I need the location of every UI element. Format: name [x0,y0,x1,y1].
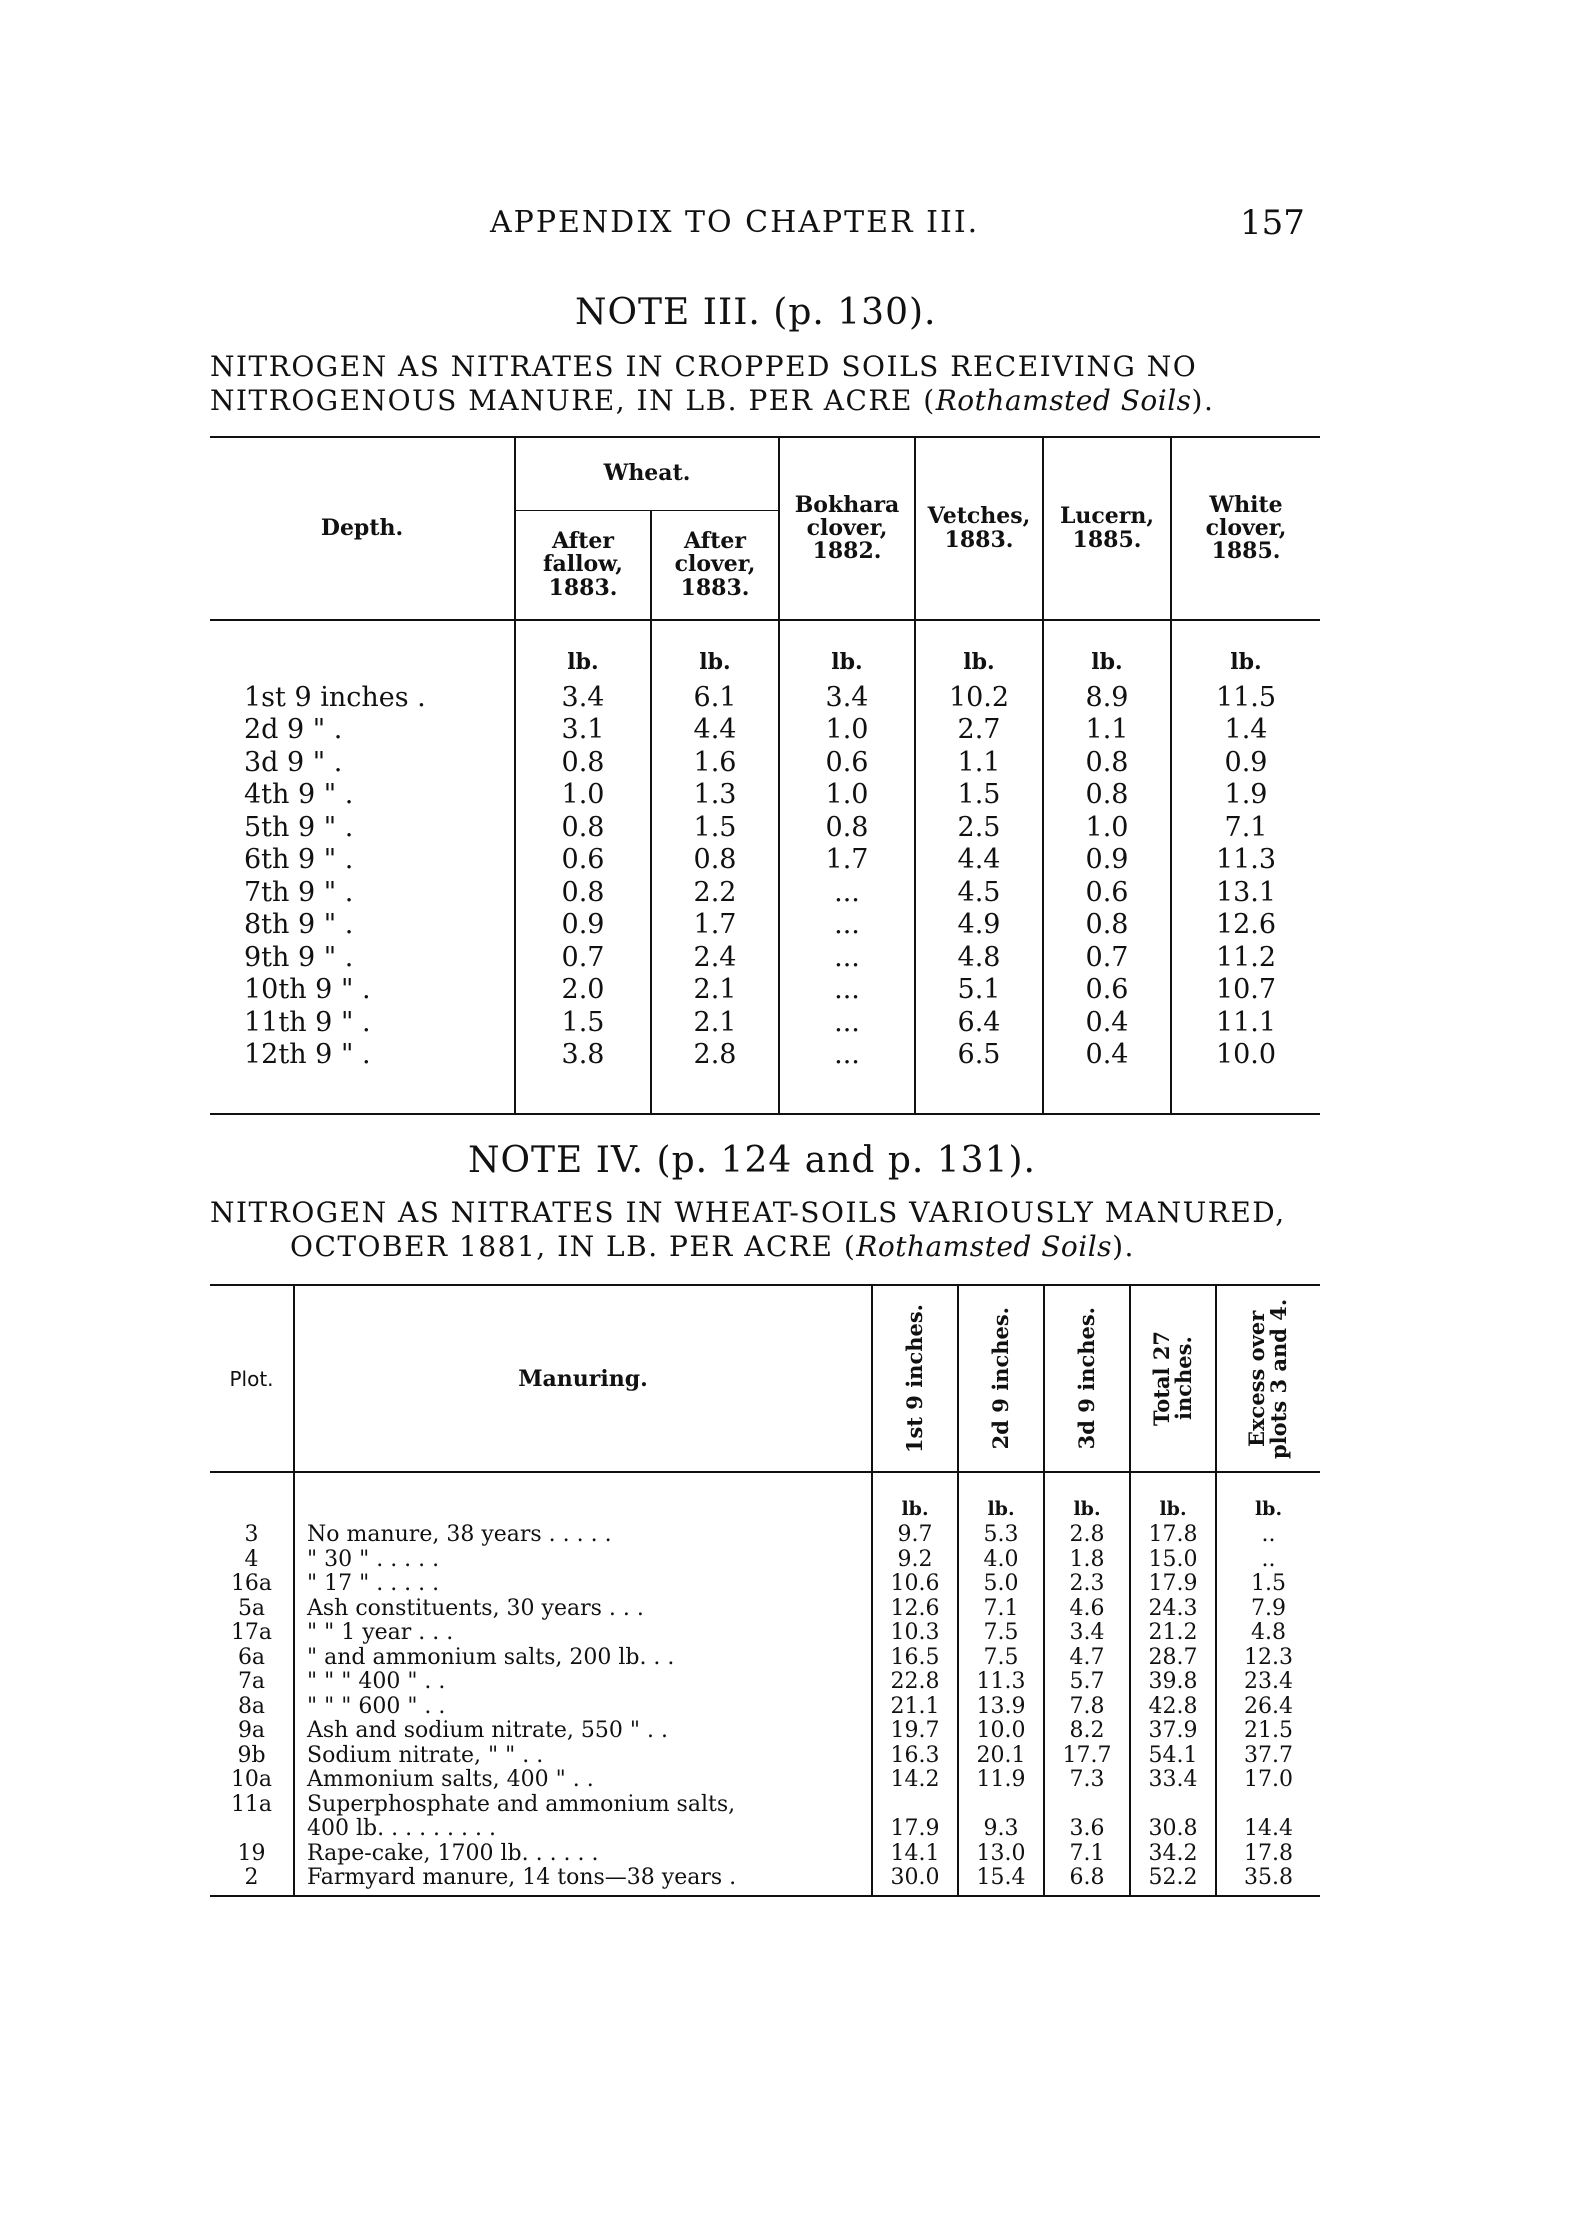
value-cell: 1.0 [779,714,915,747]
value-cell: 1.5 [515,1006,651,1039]
table-row [210,1670,1320,1695]
value-cell [958,1793,1044,1818]
table-row [210,1842,1320,1867]
depth-cell: 1st 9 inches . [244,681,426,713]
value-cell: 1.1 [915,746,1043,779]
unit-cell: lb. [958,1472,1044,1523]
value-cell: 5.7 [1044,1670,1130,1695]
value-cell: 0.8 [1043,909,1171,942]
value-cell: 21.5 [1216,1719,1320,1744]
plot-cell: 3 [244,1522,259,1548]
value-cell: 9.7 [872,1523,958,1548]
table-row [210,974,1320,1007]
value-cell: 10.6 [872,1572,958,1597]
value-cell: 16.3 [872,1744,958,1769]
unit-cell: lb. [651,620,779,681]
value-cell: 17.9 [872,1817,958,1842]
page-number: 157 [1240,203,1305,243]
manuring-header: Manuring. [294,1285,872,1472]
value-cell: 2.4 [651,941,779,974]
plot-cell: 9a [237,1718,266,1744]
value-cell: 13.9 [958,1695,1044,1720]
value-cell: 0.4 [1043,1039,1171,1072]
table-row [210,1572,1320,1597]
value-cell: 2.5 [915,811,1043,844]
depth-cell: 2d 9 " . [244,714,343,746]
value-cell: 4.0 [958,1548,1044,1573]
note4-table [210,1284,1320,1897]
value-cell: 11.3 [958,1670,1044,1695]
unit-cell: lb. [872,1472,958,1523]
value-cell: .. [1216,1523,1320,1548]
value-cell: 0.7 [1043,941,1171,974]
value-cell: 13.1 [1171,876,1320,909]
bokhara-header: Bokhara clover, 1882. [779,437,915,620]
col-total-label: Total 27 inches. [1148,1330,1196,1427]
value-cell: 24.3 [1130,1597,1216,1622]
table-row [210,1621,1320,1646]
units-row [210,620,1320,681]
value-cell: 52.2 [1130,1866,1216,1896]
value-cell: 8.9 [1043,681,1171,714]
value-cell: 20.1 [958,1744,1044,1769]
value-cell: 35.8 [1216,1866,1320,1896]
value-cell: 1.0 [1043,811,1171,844]
value-cell: 1.6 [651,746,779,779]
value-cell: 4.7 [1044,1646,1130,1671]
lucern-header: Lucern, 1885. [1043,437,1171,620]
value-cell: 3.4 [779,681,915,714]
table-row [210,1006,1320,1039]
note4-subtitle-line2-text: OCTOBER 1881, IN LB. PER ACRE ( [290,1229,857,1263]
plot-cell: 16a [230,1571,273,1597]
value-cell: ... [779,941,915,974]
manuring-cell: Ash and sodium nitrate, 550 " . . [294,1719,872,1744]
depth-cell: 8th 9 " . [244,909,354,941]
table-row [210,714,1320,747]
table-row [210,1646,1320,1671]
value-cell: 1.5 [651,811,779,844]
note3-subtitle-line2-text: NITROGENOUS MANURE, IN LB. PER ACRE ( [210,383,936,417]
value-cell: 39.8 [1130,1670,1216,1695]
manuring-cell: Sodium nitrate, " " . . [294,1744,872,1769]
pad-cell [779,1071,915,1114]
value-cell: ... [779,1006,915,1039]
note3-subtitle-italic: Rothamsted Soils [935,383,1192,417]
value-cell: 2.1 [651,974,779,1007]
plot-cell: 4 [244,1546,259,1572]
value-cell: 15.4 [958,1866,1044,1896]
value-cell: 1.4 [1171,714,1320,747]
note3-subtitle-line2-end: ). [1191,383,1215,417]
table-row [210,779,1320,812]
table-row [210,1548,1320,1573]
value-cell: 7.3 [1044,1768,1130,1793]
unit-cell: lb. [515,620,651,681]
depth-cell: 11th 9 " . [244,1006,371,1038]
value-cell: ... [779,974,915,1007]
depth-cell: 4th 9 " . [244,779,354,811]
note4-subtitle-italic: Rothamsted Soils [856,1229,1113,1263]
value-cell: 1.0 [515,779,651,812]
value-cell: 10.7 [1171,974,1320,1007]
value-cell: 4.4 [651,714,779,747]
value-cell: 8.2 [1044,1719,1130,1744]
value-cell: 23.4 [1216,1670,1320,1695]
wheat-header: Wheat. [515,437,779,511]
value-cell: .. [1216,1548,1320,1573]
value-cell: 2.7 [915,714,1043,747]
value-cell: 7.9 [1216,1597,1320,1622]
table-row [210,681,1320,714]
value-cell: 11.2 [1171,941,1320,974]
note4-subtitle-line2 [210,1230,1340,1264]
table-row [210,1866,1320,1896]
note4-subtitle-line2-end: ). [1112,1229,1135,1263]
value-cell: 21.2 [1130,1621,1216,1646]
note3-subtitle-line1: NITROGEN AS NITRATES IN CROPPED SOILS RECEIVING NO [210,350,1198,383]
manuring-cell: " 30 " . . . . . [294,1548,872,1573]
note3-subtitle-line2 [210,384,1330,418]
pad-cell [210,1071,515,1114]
value-cell: ... [779,909,915,942]
col-total-header [1130,1285,1216,1472]
manuring-cell: " " " 600 " . . [294,1695,872,1720]
manuring-cell: Farmyard manure, 14 tons—38 years . [294,1866,872,1896]
value-cell: 0.8 [779,811,915,844]
table-row [210,1597,1320,1622]
table-row [210,1768,1320,1793]
after-fallow-header: After fallow, 1883. [515,511,651,621]
units-row [210,1472,1320,1523]
value-cell: 26.4 [1216,1695,1320,1720]
value-cell: 7.8 [1044,1695,1130,1720]
value-cell [1216,1793,1320,1818]
value-cell: 3.4 [515,681,651,714]
value-cell: 2.0 [515,974,651,1007]
plot-cell: 17a [230,1620,273,1646]
value-cell [1130,1793,1216,1818]
col-2d-label: 2d 9 inches. [987,1307,1013,1450]
plot-cell: 6a [237,1644,266,1670]
depth-cell: 3d 9 " . [244,746,343,778]
value-cell: 10.2 [915,681,1043,714]
value-cell: 1.7 [651,909,779,942]
value-cell: 30.0 [872,1866,958,1896]
manuring-cell: " " 1 year . . . [294,1621,872,1646]
value-cell: 11.3 [1171,844,1320,877]
col-1st-label: 1st 9 inches. [901,1303,927,1454]
value-cell: 1.9 [1171,779,1320,812]
value-cell: 6.1 [651,681,779,714]
value-cell: 5.0 [958,1572,1044,1597]
table-row [210,1695,1320,1720]
value-cell: 2.3 [1044,1572,1130,1597]
depth-cell: 6th 9 " . [244,844,354,876]
bottom-padding-row [210,1071,1320,1114]
value-cell: 0.8 [1043,746,1171,779]
value-cell: 4.5 [915,876,1043,909]
value-cell: 54.1 [1130,1744,1216,1769]
value-cell: 4.6 [1044,1597,1130,1622]
value-cell: 6.8 [1044,1866,1130,1896]
value-cell: 4.9 [915,909,1043,942]
depth-cell: 7th 9 " . [244,876,354,908]
manuring-cell: " 17 " . . . . . [294,1572,872,1597]
value-cell: 1.8 [1044,1548,1130,1573]
white-clover-header: White clover, 1885. [1171,437,1320,620]
manuring-cell: Ammonium salts, 400 " . . [294,1768,872,1793]
depth-cell: 9th 9 " . [244,941,354,973]
value-cell: 33.4 [1130,1768,1216,1793]
unit-cell: lb. [779,620,915,681]
value-cell: 7.5 [958,1621,1044,1646]
value-cell: 10.0 [958,1719,1044,1744]
value-cell: 1.5 [1216,1572,1320,1597]
value-cell: 15.0 [1130,1548,1216,1573]
value-cell: 12.6 [1171,909,1320,942]
pad-cell [515,1071,651,1114]
value-cell: 2.2 [651,876,779,909]
value-cell: 2.1 [651,1006,779,1039]
pad-cell [1043,1071,1171,1114]
value-cell: 10.3 [872,1621,958,1646]
value-cell: 5.3 [958,1523,1044,1548]
running-head: APPENDIX TO CHAPTER III. [490,205,980,240]
plot-cell: 10a [230,1767,273,1793]
unit-cell: lb. [1171,620,1320,681]
value-cell: 0.6 [1043,876,1171,909]
note4-title: NOTE IV. (p. 124 and p. 131). [468,1140,1036,1181]
depth-cell: 10th 9 " . [244,974,371,1006]
units-blank [210,1472,294,1523]
value-cell: 14.4 [1216,1817,1320,1842]
table-row [210,746,1320,779]
note4-subtitle [210,1196,1340,1263]
unit-cell: lb. [1044,1472,1130,1523]
value-cell: 0.9 [1171,746,1320,779]
plot-cell: 8a [237,1693,266,1719]
value-cell: 22.8 [872,1670,958,1695]
note3-title: NOTE III. (p. 130). [575,292,937,333]
table-row [210,1719,1320,1744]
col-3d-header [1044,1285,1130,1472]
value-cell: ... [779,1039,915,1072]
value-cell: 1.0 [779,779,915,812]
manuring-cell: " " " 400 " . . [294,1670,872,1695]
depth-cell: 12th 9 " . [244,1039,371,1071]
depth-cell: 5th 9 " . [244,811,354,843]
value-cell: 4.8 [915,941,1043,974]
value-cell: 10.0 [1171,1039,1320,1072]
col-1st-header [872,1285,958,1472]
plot-cell: 9b [237,1742,266,1768]
manuring-cell: 400 lb. . . . . . . . . [294,1817,872,1842]
value-cell: 0.7 [515,941,651,974]
value-cell: 0.9 [1043,844,1171,877]
unit-cell: lb. [1043,620,1171,681]
note3-subtitle [210,350,1330,417]
value-cell: 5.1 [915,974,1043,1007]
col-2d-header [958,1285,1044,1472]
plot-cell: 2 [210,1866,294,1896]
value-cell: 4.8 [1216,1621,1320,1646]
value-cell: 1.5 [915,779,1043,812]
table-row [210,1817,1320,1842]
manuring-cell: " and ammonium salts, 200 lb. . . [294,1646,872,1671]
value-cell: 0.6 [515,844,651,877]
value-cell: 37.7 [1216,1744,1320,1769]
value-cell: 3.1 [515,714,651,747]
note3-table [210,436,1320,1115]
value-cell: 0.8 [1043,779,1171,812]
value-cell: 7.5 [958,1646,1044,1671]
value-cell: 19.7 [872,1719,958,1744]
vetches-header: Vetches, 1883. [915,437,1043,620]
after-clover-header: After clover, 1883. [651,511,779,621]
manuring-cell: Ash constituents, 30 years . . . [294,1597,872,1622]
value-cell: 1.7 [779,844,915,877]
value-cell: 16.5 [872,1646,958,1671]
units-blank [294,1472,872,1523]
value-cell: 3.6 [1044,1817,1130,1842]
value-cell: 17.7 [1044,1744,1130,1769]
value-cell [1044,1793,1130,1818]
value-cell: 11.1 [1171,1006,1320,1039]
value-cell: ... [779,876,915,909]
value-cell: 0.8 [515,876,651,909]
plot-cell: 5a [237,1595,266,1621]
table-row [210,941,1320,974]
pad-cell [651,1071,779,1114]
plot-header: Plot. [210,1285,294,1472]
value-cell: 17.8 [1130,1523,1216,1548]
value-cell: 1.3 [651,779,779,812]
value-cell: 0.8 [515,746,651,779]
unit-cell: lb. [915,620,1043,681]
table-row [210,1793,1320,1818]
plot-cell [210,1817,294,1842]
value-cell: 3.4 [1044,1621,1130,1646]
manuring-cell: Rape-cake, 1700 lb. . . . . . [294,1842,872,1867]
unit-cell: lb. [1130,1472,1216,1523]
manuring-cell: Superphosphate and ammonium salts, [294,1793,872,1818]
value-cell: 14.2 [872,1768,958,1793]
note4-subtitle-line1: NITROGEN AS NITRATES IN WHEAT-SOILS VARIOUSLY MANURED, [210,1196,1286,1229]
value-cell: 37.9 [1130,1719,1216,1744]
value-cell: 0.9 [515,909,651,942]
value-cell: 6.5 [915,1039,1043,1072]
value-cell: 0.8 [651,844,779,877]
value-cell: 0.6 [1043,974,1171,1007]
value-cell: 17.0 [1216,1768,1320,1793]
col-3d-label: 3d 9 inches. [1073,1307,1099,1450]
value-cell: 0.8 [515,811,651,844]
value-cell: 7.1 [1171,811,1320,844]
value-cell: 9.3 [958,1817,1044,1842]
value-cell: 28.7 [1130,1646,1216,1671]
col-excess-label: Excess over plots 3 and 4. [1244,1298,1292,1459]
value-cell: 7.1 [1044,1842,1130,1867]
value-cell: 1.1 [1043,714,1171,747]
manuring-cell: No manure, 38 years . . . . . [294,1523,872,1548]
value-cell: 12.6 [872,1597,958,1622]
table-row [210,811,1320,844]
value-cell: 7.1 [958,1597,1044,1622]
unit-cell: lb. [1216,1472,1320,1523]
units-blank [210,620,515,681]
value-cell: 0.6 [779,746,915,779]
table-row [210,876,1320,909]
value-cell: 0.4 [1043,1006,1171,1039]
table-row [210,1523,1320,1548]
depth-header: Depth. [210,437,515,620]
value-cell: 9.2 [872,1548,958,1573]
value-cell: 3.8 [515,1039,651,1072]
value-cell [872,1793,958,1818]
value-cell: 11.5 [1171,681,1320,714]
col-excess-header [1216,1285,1320,1472]
value-cell: 2.8 [1044,1523,1130,1548]
table-row [210,1744,1320,1769]
plot-cell: 7a [237,1669,266,1695]
plot-cell: 11a [230,1791,273,1817]
value-cell: 12.3 [1216,1646,1320,1671]
pad-cell [915,1071,1043,1114]
pad-cell [1171,1071,1320,1114]
value-cell: 4.4 [915,844,1043,877]
value-cell: 42.8 [1130,1695,1216,1720]
table-row [210,1039,1320,1072]
value-cell: 17.9 [1130,1572,1216,1597]
value-cell: 21.1 [872,1695,958,1720]
value-cell: 6.4 [915,1006,1043,1039]
value-cell: 11.9 [958,1768,1044,1793]
table-row [210,909,1320,942]
value-cell: 17.8 [1216,1842,1320,1867]
value-cell: 30.8 [1130,1817,1216,1842]
table-row [210,844,1320,877]
plot-cell: 19 [237,1840,266,1866]
value-cell: 14.1 [872,1842,958,1867]
value-cell: 34.2 [1130,1842,1216,1867]
value-cell: 2.8 [651,1039,779,1072]
value-cell: 13.0 [958,1842,1044,1867]
